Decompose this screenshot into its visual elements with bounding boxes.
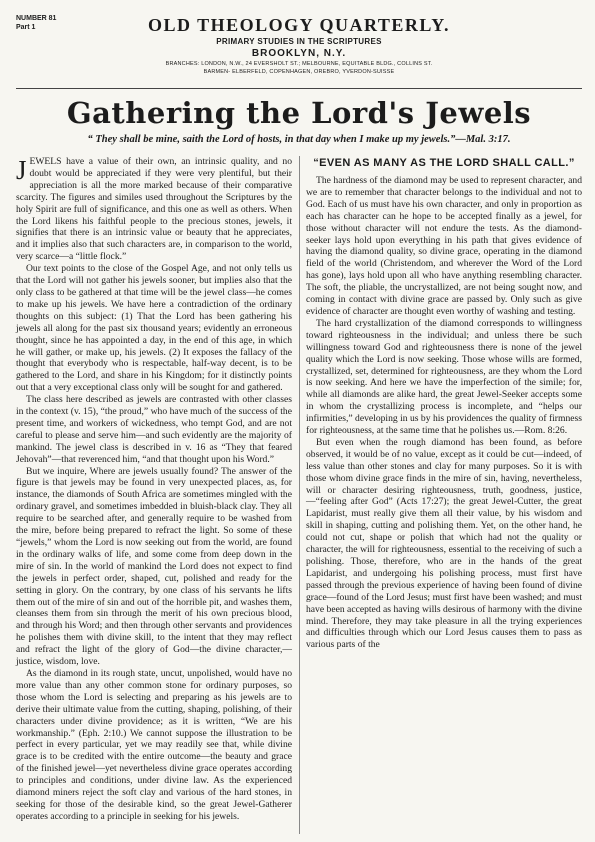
paragraph-2: Our text points to the close of the Gospel Age, and not only tells us that the Lord will not gather his jewels sooner, but implies also that the only class to be gathered at that time will be the jewel class—he comes to make up his jewels. We have here a contradiction of the ordinary thoughts on this subject: (1) That the Lord has been gathering his jewels all along for the past six thousand years; evidently an erroneous thought, since he has appointed a day, in the end of this age, in which he will gather, or make up, his jewels. (2) It exposes the fallacy of the thought that everybody who is respectable, half-way decent, is to be gathered to the Lord, and share in his Kingdom; for it distinctly points out that a very exceptional class only will be sought for and gathered. (16, 263, 292, 394)
article-body (16, 156, 582, 834)
page (16, 14, 582, 834)
branches-line-1: BRANCHES: LONDON, N.W., 24 EVERSHOLT ST.; MELBOURNE, EQUITABLE BLDG., COLLINS ST. (165, 61, 433, 67)
paragraph-5: As the diamond in its rough state, uncut, unpolished, would have no more value than any other common stone for ordinary purposes, so those whom the Lord is selecting and preparing as his jewels are to derive their ultimate value from the cutting, shaping, polishing, of their characters under divine providence; as it is written, “We are his workmanship.” (Eph. 2:10.) We cannot suppose the illustration to be perfect in every particular, yet we may readily see that, while divine grace is to be credited with the entire outcome—the beauty and grace of the finished jewel—yet nevertheless divine grace operates according to principles and conditions, under divine law. As the experienced diamond miners reject the soft clay and various of the hard stones, in seeking for those of the desirable kind, so the great Jewel-Gatherer operates according to a principle in seeking for his jewels. (16, 667, 292, 822)
issue-info (16, 14, 56, 32)
publication-title: OLD THEOLOGY QUARTERLY. (147, 15, 451, 35)
paragraph-1 (16, 156, 292, 263)
branches-line-2: BARMEN- ELBERFELD, COPENHAGEN, OREBRO, YVERDON-SUISSE (203, 69, 395, 75)
section-heading: “EVEN AS MANY AS THE LORD SHALL CALL.” (313, 157, 575, 169)
publication-city: BROOKLYN, N.Y. (251, 48, 347, 59)
paragraph-1-text: EWELS have a value of their own, an intrinsic quality, and no doubt would be appreciated if they were very plentiful, but their appreciation is all the more marked because of their comparative scarcity. The figures and similes used throughout the Scriptures by the holy Spirit are full of significance, and this one as well as others. When the Lord likens his faithful people to the precious stones, jewels, it signifies that there is an intrinsic value or beauty that he appreciates, and it implies also that such characters are, in comparison to the world, very scarce—a “little flock.” (16, 156, 292, 263)
article-epigraph: “ They shall be mine, saith the Lord of hosts, in that day when I make up my jewels.”—Mal. 3:17. (87, 134, 511, 145)
paragraph-7: The hard crystallization of the diamond corresponds to willingness toward righteousness in the individual; and unless there be such willingness toward God and righteousness there is none of the jewel quality which the Lord is now seeking. Those whose wills are formed, crystallized, set, determined for righteousness, are they whom the Lord is now seeking. And here we have the imperfection of the simile; for, while all diamonds are alike hard, the great Jewel-Seeker accepts some in whom the crystallizing process is incomplete, and “helps our infirmities,” developing in us by his providences the quality of firmness for righteousness, at the same time that he polishes us.—Rom. 8:26. (306, 317, 582, 437)
paragraph-3: The class here described as jewels are contrasted with other classes in the context (v. 15), “the proud,” who have much of the success of the present time, and workers of wickedness, who tempt God, and are not careful to please and serve him—and such evidently are the majority of mankind. The jewel class is described in v. 16 as “They that feared Jehovah”—that reverenced him, “and that thought upon his Word.” (16, 394, 292, 465)
article-title: Gathering the Lord's Jewels (66, 96, 532, 130)
masthead (16, 14, 582, 89)
publication-subtitle: PRIMARY STUDIES IN THE SCRIPTURES (216, 37, 382, 46)
paragraph-6: The hardness of the diamond may be used to represent character, and we are to remember that character belongs to the individual and not to God. Each of us must have his own character, and only in proportion as each has character can he hope to be accepted finally as a jewel, for those without character will not endure the tests. As the diamond-seeker lays hold upon everything in his path that gives evidence of having the diamond quality, so divine grace, operating in the diamond field of the world (Christendom, and wherever the Word of the Lord has gone), lays hold upon all who have anything resembling character. The soft, the pliable, the uncrystallized, are not being sought now, and coming in contact with divine grace are passed by. Only such as give evidence of character are thought even worthy of washing and testing. (306, 175, 582, 317)
issue-number: NUMBER 81 (16, 15, 57, 22)
paragraph-8: But even when the rough diamond has been found, as before observed, it would be of no value, except as it could be cut—indeed, of less value than other stones and clay for many purposes. So it is with those whom divine grace finds in the mire of sin, having, nevertheless, will or character desiring righteousness, truth, goodness, justice,—“feeling after God” (Acts 17:27); the great Jewel-Cutter, the great Lapidarist, must really give them all their value, by his wisdom and skill in shaping, cutting and polishing them. Yet, on the other hand, he could not cut, shape or polish that which had not the quality or character, the will for righteousness, essential to the receiving of such a polishing. Those, therefore, who are in the hands of the great Lapidarist, and undergoing his polishing process, must first have passed through the previous experience of having been found of divine grace—found of the Lord Jesus; must first have been washed; and must have been accepted as having wills desirous of harmony with the divine mind. Therefore, they may take pleasure in all the trying experiences and difficulties through which our Lord Jesus causes them to pass as various parts of the (306, 436, 582, 651)
issue-part: Part 1 (16, 24, 36, 31)
drop-cap: J (16, 155, 27, 185)
paragraph-4: But we inquire, Where are jewels usually found? The answer of the figure is that jewels may be found in very unexpected places, as, for instance, the diamonds of South Africa are sometimes mingled with the ordinary gravel, and sometimes imbedded in bluish-black clay. They all require to be searched after, and generally require to be washed from the mire, before being prepared to refract the light. So some of these “jewels,” whom the Lord is now seeking out from the world, are found in the ordinary walks of life, and some come from deep down in the mire of sin. In the world of mankind the Lord does not expect to find the jewels in perfect order, shaped, cut, polished and ready for the setting in glory. On the contrary, by one class of his servants he lifts them out of the mire of sin and out of the horrible pit, and washes them, cleanses them from sin through the merit of his own precious blood, and through his Word; and then through other servants and providences he polishes them with divine skill, to the intent that they may reflect and refract the light of the glory of God—the divine character,—justice, wisdom, love. (16, 465, 292, 668)
